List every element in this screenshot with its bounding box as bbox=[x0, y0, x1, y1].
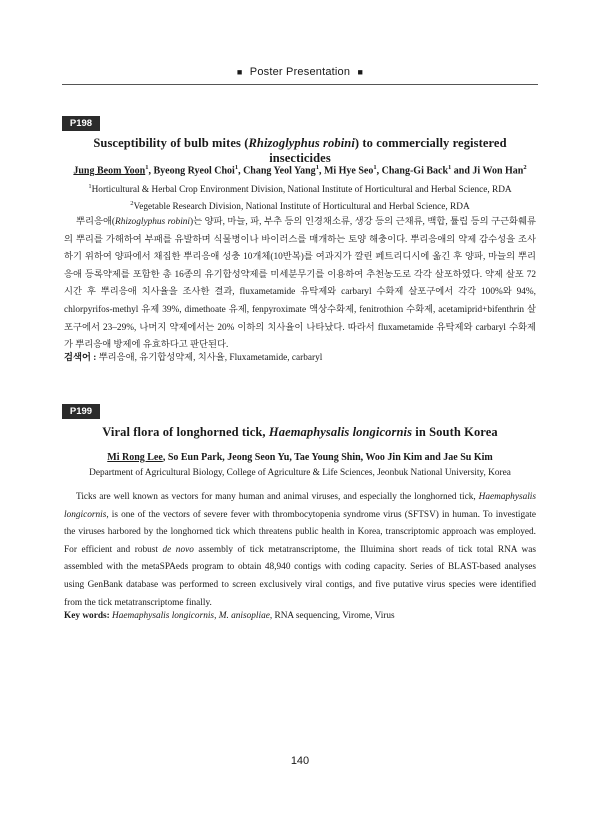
running-header bbox=[0, 66, 600, 78]
keywords-label: Key words: bbox=[64, 611, 110, 621]
author: Chang Yeol Yang bbox=[243, 165, 316, 177]
poster-title: Viral flora of longhorned tick, Haemaphysalis longicornis in South Korea bbox=[102, 425, 498, 439]
header-title: Poster Presentation bbox=[249, 66, 351, 78]
poster-title: Susceptibility of bulb mites (Rhizoglyphus robini) to commercially registered insecticides bbox=[93, 136, 507, 165]
square-bullet-icon: ■ bbox=[236, 67, 243, 77]
abstract: 뿌리응애(Rhizoglyphus robini)는 양파, 마늘, 파, 부추 등의 인경채소류, 생강 등의 근채류, 백합, 튤립 등의 구근화훼류의 뿌리를 가해하여 부패를 유발하며 식물병이나 바이러스를 매개하는 토양 해충이다. 뿌리응애의 약제 감수성을 조사하기 위하여 양파에서 채집한 뿌리응애 성충 10개체(10반복)를 여과지가 깔린 페트리디시에 옮긴 후 양파, 마늘의 뿌리응애 등록약제를 포함한 총 16종의 유기합성약제를 미세분무기를 이용하여 추천농도로 각각 살포하였다. 약제 살포 72시간 후 뿌리응애 치사율을 조사한 결과, fluxametamide 유탁제와 carbaryl 수화제 살포구에서 각각 100%와 94%, chlorpyrifos-methyl 유제 39%, dimethoate 유제, fenpyroximate 액상수화제, fenitrothion 수화제, acetamiprid+bifenthrin 살포구에서 23–29%, 나머지 약제에서는 20% 이하의 치사율이 나타났다. 따라서 fluxametamide 유탁제와 carbaryl 수화제가 뿌리응애 방제에 유효하다고 판단된다. bbox=[64, 217, 537, 351]
page-number: 140 bbox=[290, 755, 310, 767]
keywords-label: 검색어 : bbox=[64, 353, 97, 363]
square-bullet-icon: ■ bbox=[357, 67, 364, 77]
header-rule bbox=[62, 84, 538, 85]
affiliation: Department of Agricultural Biology, College of Agriculture & Life Sciences, Jeonbuk National University, Korea bbox=[89, 468, 511, 478]
presenting-author: Jung Beom Yoon bbox=[73, 165, 146, 177]
author: Chang-Gi Back bbox=[381, 165, 449, 177]
author: Byeong Ryeol Choi bbox=[153, 165, 235, 177]
author-list: Mi Rong Lee, So Eun Park, Jeong Seon Yu, Tae Young Shin, Woo Jin Kim and Jae Su Kim bbox=[107, 452, 493, 463]
affiliation-block bbox=[62, 180, 538, 214]
author-list: Jung Beom Yoon$^1$, Byeong Ryeol Choi$^1$, Chang Yeol Yang$^1$, Mi Hye Seo$^1$, Chang-Gi Back$^1$ and Ji Won Han$^2$ bbox=[73, 164, 527, 177]
abstract: Ticks are well known as vectors for many human and animal viruses, and especially the longhorned tick, Haemaphysalis longicornis, is one of the vectors of severe fever with thrombocytopenia syndrome virus (SFTSV) in human. To investigate the viruses harbored by the longhorned tick which threatens public health in Korea, transcriptomic approach was employed. For efficient and robust de novo assembly of tick metatranscriptome, the Illuimina short reads of tick total RNA was assembled with the metaSPAeds program to obtain 48,940 contigs with coding capacity. Series of BLAST-based analyses using GenBank database was performed to screen exclusively viral contigs, and five putative virus species were identified from the tick metatranscriptome finally. bbox=[64, 492, 536, 608]
keywords: Key words: Haemaphysalis longicornis, M. anisopliae, RNA sequencing, Virome, Virus bbox=[64, 611, 395, 621]
poster-id-badge: P199 bbox=[62, 404, 100, 419]
affiliation-1: $^1$Horticultural & Herbal Crop Environment Division, National Institute of Horticultural and Herbal Science, RDA bbox=[88, 183, 512, 196]
author: Ji Won Han bbox=[472, 165, 524, 177]
presenting-author: Mi Rong Lee bbox=[107, 452, 163, 463]
author: Mi Hye Seo bbox=[323, 165, 374, 177]
keywords: 검색어 : 뿌리응애, 유기합성약제, 치사율, Fluxametamide, carbaryl bbox=[64, 353, 323, 363]
affiliation-2: $^2$Vegetable Research Division, National Institute of Horticultural and Herbal Science, RDA bbox=[130, 200, 470, 213]
poster-id-badge: P198 bbox=[62, 116, 100, 131]
